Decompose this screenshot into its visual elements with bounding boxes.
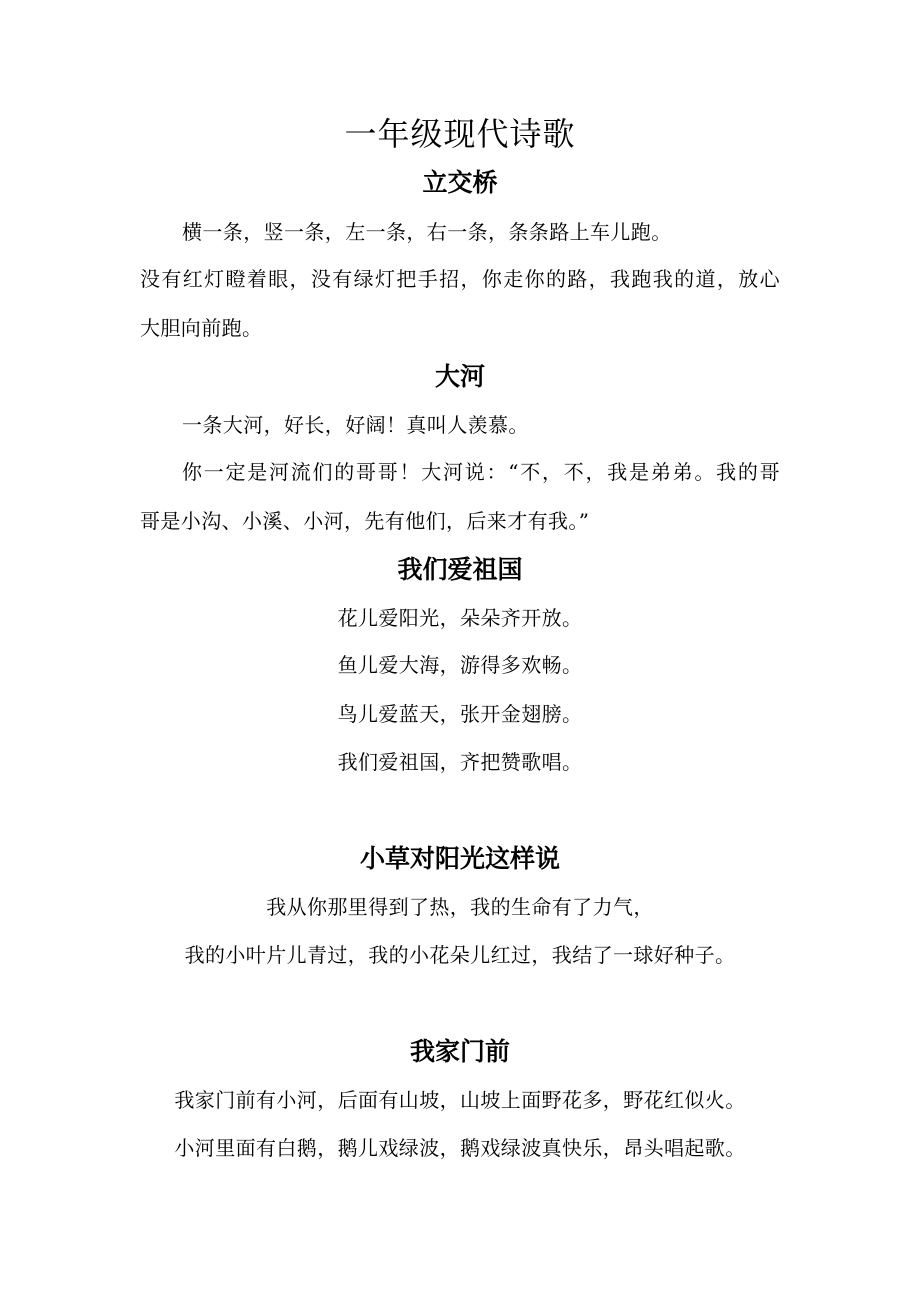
poem-title-big-river: 大河 bbox=[434, 362, 485, 391]
poem-title-we-love-motherland: 我们爱祖国 bbox=[397, 555, 523, 584]
poem-line: 小河里面有白鹅，鹅儿戏绿波，鹅戏绿波真快乐，昂头唱起歌。 bbox=[174, 1136, 746, 1160]
poem-line: 横一条，竖一条，左一条，右一条，条条路上车儿跑。 bbox=[182, 220, 672, 244]
poem-title-overpass: 立交桥 bbox=[422, 168, 498, 197]
poem-line: 哥是小沟、小溪、小河，先有他们，后来才有我。” bbox=[140, 509, 590, 533]
poem-line: 我的小叶片儿青过，我的小花朵儿红过，我结了一球好种子。 bbox=[184, 943, 736, 967]
poem-line: 一条大河，好长，好阔！真叫人羡慕。 bbox=[182, 413, 529, 437]
poem-line: 你一定是河流们的哥哥！大河说：“不，不，我是弟弟。我的哥 bbox=[182, 460, 780, 484]
poem-line: 花儿爱阳光，朵朵齐开放。 bbox=[337, 606, 583, 630]
poem-title-grass-to-sunlight: 小草对阳光这样说 bbox=[359, 844, 560, 873]
poem-line: 鱼儿爱大海，游得多欢畅。 bbox=[337, 653, 583, 677]
poem-line: 我们爱祖国，齐把赞歌唱。 bbox=[337, 750, 583, 774]
poem-line: 我家门前有小河，后面有山坡，山坡上面野花多，野花红似火。 bbox=[174, 1088, 746, 1112]
poem-title-in-front-of-my-home: 我家门前 bbox=[409, 1037, 510, 1066]
poem-line: 大胆向前跑。 bbox=[140, 316, 263, 340]
poem-line: 没有红灯瞪着眼，没有绿灯把手招，你走你的路，我跑我的道，放心 bbox=[140, 267, 780, 291]
poem-line: 鸟儿爱蓝天，张开金翅膀。 bbox=[337, 702, 583, 726]
document-title: 一年级现代诗歌 bbox=[344, 115, 576, 153]
poem-line: 我从你那里得到了热，我的生命有了力气， bbox=[266, 895, 654, 919]
